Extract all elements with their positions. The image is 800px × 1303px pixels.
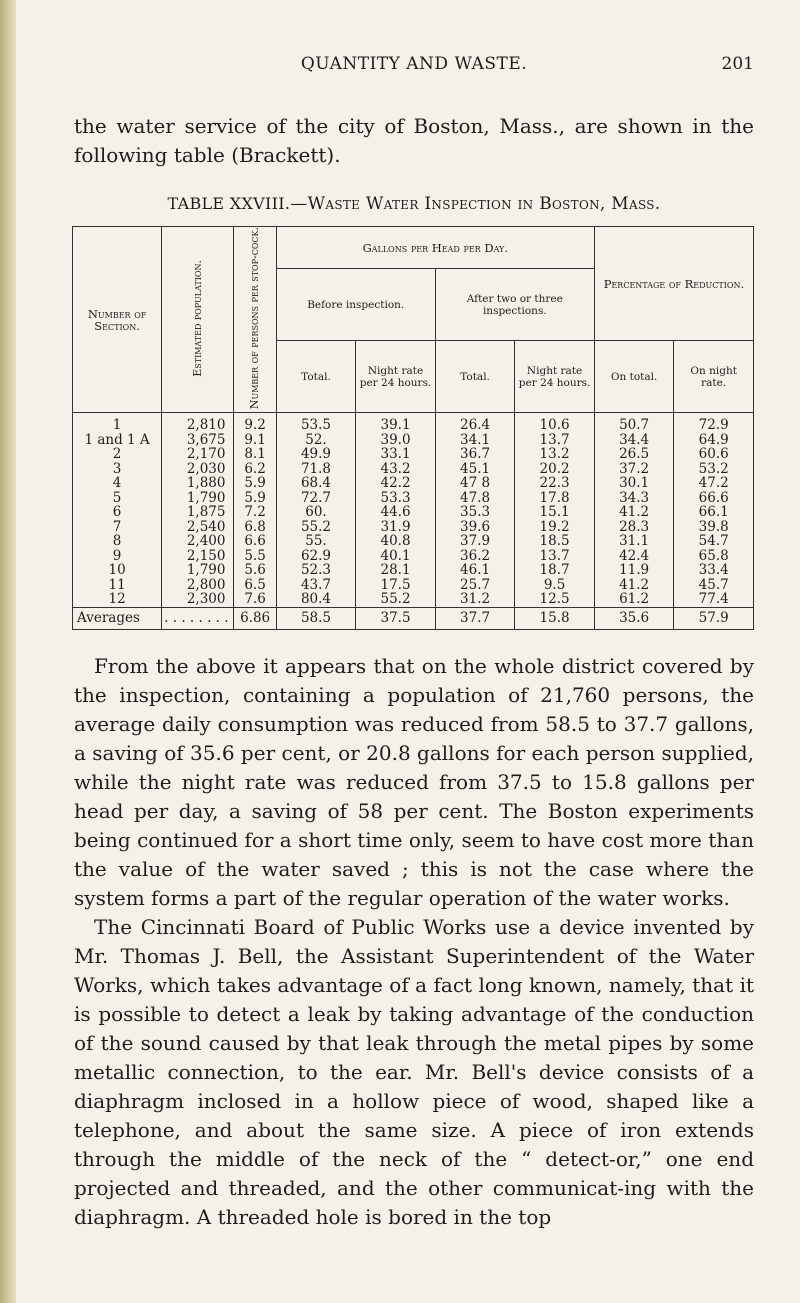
table-cell: 6.8 [234, 520, 276, 535]
table-cell: 13.2 [515, 447, 595, 462]
section-cell: 10 [73, 563, 162, 578]
table-cell: 42.4 [594, 549, 674, 564]
population-cell: 1,880 [162, 476, 234, 491]
table-cell: 35.6 [594, 607, 674, 630]
table-cell: 28.1 [356, 563, 436, 578]
table-cell: 72.7 [276, 491, 356, 506]
table-cell: 9.5 [515, 578, 595, 593]
table-cell: 15.1 [515, 505, 595, 520]
table-cell: 44.6 [356, 505, 436, 520]
table-row [73, 476, 754, 491]
table-cell: 34.1 [435, 433, 515, 448]
table-cell: 12.5 [515, 592, 595, 607]
table-cell: 19.2 [515, 520, 595, 535]
table-row [73, 447, 754, 462]
table-caption [74, 194, 754, 214]
table-cell: 47.2 [674, 476, 754, 491]
section-cell: 12 [73, 592, 162, 607]
table-cell: 17.8 [515, 491, 595, 506]
table-cell: 55.2 [276, 520, 356, 535]
table-row [73, 549, 754, 564]
table-cell: 53.5 [276, 413, 356, 433]
header-before-inspection: Before inspection. [276, 269, 435, 341]
section-cell: 2 [73, 447, 162, 462]
table-cell: 46.1 [435, 563, 515, 578]
section-cell: 1 and 1 A [73, 433, 162, 448]
book-spine-edge [0, 0, 16, 1303]
table-cell: 6.5 [234, 578, 276, 593]
body-paragraph-2: The Cincinnati Board of Public Works use a device invented by Mr. Thomas J. Bell, the Assistant Superintendent of the Water Works, which takes advantage of a fact long known, namely, that it is possible to detect a leak by taking advantage of the conduction of the sound caused by that leak through the metal pipes by some metallic connection, to the ear. Mr. Bell's device consists of a diaphragm inclosed in a hollow piece of wood, shaped like a telephone, and about the same size. A piece of iron extends through the middle of the neck of the “ detect-or,” one end projected and threaded, and the other communicat-ing with the diaphragm. A threaded hole is bored in the top [74, 915, 754, 1230]
table-row [73, 462, 754, 477]
table-cell: 8.1 [234, 447, 276, 462]
population-cell: 2,170 [162, 447, 234, 462]
table-cell: 43.7 [276, 578, 356, 593]
table-cell: 31.2 [435, 592, 515, 607]
table-cell: 11.9 [594, 563, 674, 578]
table-row [73, 520, 754, 535]
header-before-night: Night rate per 24 hours. [356, 341, 436, 413]
header-persons-per-stopcock: Number of persons per stop-cock. [234, 227, 276, 413]
table-cell: 7.2 [234, 505, 276, 520]
table-row [73, 433, 754, 448]
table-cell: 58.5 [276, 607, 356, 630]
page-number: 201 [721, 54, 754, 74]
population-cell: 1,875 [162, 505, 234, 520]
header-percentage-reduction: Percentage of Reduction. [594, 227, 753, 341]
table-row [73, 592, 754, 607]
table-cell: 64.9 [674, 433, 754, 448]
table-cell: 53.2 [674, 462, 754, 477]
table-cell: 36.2 [435, 549, 515, 564]
table-cell: 62.9 [276, 549, 356, 564]
table-cell: 77.4 [674, 592, 754, 607]
header-population: Estimated population. [162, 227, 234, 413]
section-cell: 9 [73, 549, 162, 564]
section-cell: 11 [73, 578, 162, 593]
population-cell: 2,030 [162, 462, 234, 477]
table-cell: 37.2 [594, 462, 674, 477]
table-cell: 25.7 [435, 578, 515, 593]
population-cell: 3,675 [162, 433, 234, 448]
table-cell: 50.7 [594, 413, 674, 433]
table-cell: 45.7 [674, 578, 754, 593]
averages-row [73, 607, 754, 630]
header-after-total: Total. [435, 341, 515, 413]
table-cell: 26.4 [435, 413, 515, 433]
table-cell: 26.5 [594, 447, 674, 462]
table-cell: 39.1 [356, 413, 436, 433]
table-cell: 18.5 [515, 534, 595, 549]
section-cell: 5 [73, 491, 162, 506]
table-cell: 31.1 [594, 534, 674, 549]
table-row [73, 491, 754, 506]
table-cell: 5.5 [234, 549, 276, 564]
table-cell: 9.2 [234, 413, 276, 433]
population-cell: 2,300 [162, 592, 234, 607]
header-gallons-per-head: Gallons per Head per Day. [276, 227, 594, 269]
table-cell: 17.5 [356, 578, 436, 593]
table-cell: 22.3 [515, 476, 595, 491]
table-cell: 36.7 [435, 447, 515, 462]
table-cell: 5.9 [234, 491, 276, 506]
averages-leader: . . . . . . . . [162, 607, 234, 630]
table-cell: 55.2 [356, 592, 436, 607]
table-cell: 45.1 [435, 462, 515, 477]
table-cell: 49.9 [276, 447, 356, 462]
table-cell: 37.5 [356, 607, 436, 630]
table-cell: 72.9 [674, 413, 754, 433]
table-cell: 6.86 [234, 607, 276, 630]
population-cell: 1,790 [162, 491, 234, 506]
table-cell: 30.1 [594, 476, 674, 491]
table-cell: 60.6 [674, 447, 754, 462]
table-cell: 66.6 [674, 491, 754, 506]
section-cell: 1 [73, 413, 162, 433]
section-cell: 8 [73, 534, 162, 549]
table-cell: 5.9 [234, 476, 276, 491]
table-cell: 18.7 [515, 563, 595, 578]
table-cell: 33.4 [674, 563, 754, 578]
table-cell: 39.6 [435, 520, 515, 535]
table-row [73, 534, 754, 549]
table-cell: 39.0 [356, 433, 436, 448]
table-cell: 6.2 [234, 462, 276, 477]
table-cell: 68.4 [276, 476, 356, 491]
header-before-total: Total. [276, 341, 356, 413]
table-cell: 7.6 [234, 592, 276, 607]
population-cell: 2,150 [162, 549, 234, 564]
table-cell: 5.6 [234, 563, 276, 578]
table-cell: 65.8 [674, 549, 754, 564]
table-row [73, 563, 754, 578]
header-on-night: On night rate. [674, 341, 754, 413]
table-cell: 66.1 [674, 505, 754, 520]
table-cell: 60. [276, 505, 356, 520]
table-cell: 57.9 [674, 607, 754, 630]
table-cell: 15.8 [515, 607, 595, 630]
table-cell: 52. [276, 433, 356, 448]
table-cell: 40.8 [356, 534, 436, 549]
header-after-night: Night rate per 24 hours. [515, 341, 595, 413]
table-cell: 13.7 [515, 549, 595, 564]
body-text [74, 652, 754, 1232]
table-cell: 28.3 [594, 520, 674, 535]
intro-paragraph: the water service of the city of Boston, Mass., are shown in the following table (Brackett). [74, 114, 754, 167]
running-head-title: QUANTITY AND WASTE. [300, 54, 528, 74]
section-cell: 3 [73, 462, 162, 477]
table-cell: 41.2 [594, 505, 674, 520]
table-cell: 34.3 [594, 491, 674, 506]
table-cell: 37.9 [435, 534, 515, 549]
table-cell: 80.4 [276, 592, 356, 607]
population-cell: 2,540 [162, 520, 234, 535]
table-cell: 61.2 [594, 592, 674, 607]
table-cell: 37.7 [435, 607, 515, 630]
table-cell: 39.8 [674, 520, 754, 535]
table-cell: 52.3 [276, 563, 356, 578]
section-cell: 7 [73, 520, 162, 535]
table-label: TABLE XXVIII. [167, 194, 291, 213]
section-cell: 6 [73, 505, 162, 520]
table-cell: 55. [276, 534, 356, 549]
table-cell: 54.7 [674, 534, 754, 549]
averages-label: Averages [73, 607, 162, 630]
table-cell: 31.9 [356, 520, 436, 535]
table-cell: 71.8 [276, 462, 356, 477]
section-cell: 4 [73, 476, 162, 491]
table-cell: 9.1 [234, 433, 276, 448]
table-cell: 6.6 [234, 534, 276, 549]
table-row [73, 505, 754, 520]
table-title: —Waste Water Inspection in Boston, Mass. [290, 194, 661, 214]
table-cell: 53.3 [356, 491, 436, 506]
body-paragraph-1: From the above it appears that on the whole district covered by the inspection, containing a population of 21,760 persons, the average daily consumption was reduced from 58.5 to 37.7 gallons, a saving of 35.6 per cent, or 20.8 gallons for each person supplied, while the night rate was reduced from 37.5 to 15.8 gallons per head per day, a saving of 58 per cent. The Boston experiments being continued for a short time only, seem to have cost more than the value of the water saved ; this is not the case where the system forms a part of the regular operation of the water works. [74, 654, 754, 911]
table-cell: 42.2 [356, 476, 436, 491]
book-page [74, 0, 754, 1232]
table-cell: 35.3 [435, 505, 515, 520]
table-cell: 47.8 [435, 491, 515, 506]
table-row [73, 578, 754, 593]
table-cell: 40.1 [356, 549, 436, 564]
running-head [74, 54, 754, 94]
population-cell: 2,800 [162, 578, 234, 593]
table-cell: 13.7 [515, 433, 595, 448]
table-cell: 33.1 [356, 447, 436, 462]
waste-water-table [72, 226, 754, 630]
header-after-inspections: After two or three inspections. [435, 269, 594, 341]
table-cell: 41.2 [594, 578, 674, 593]
table-cell: 34.4 [594, 433, 674, 448]
population-cell: 2,810 [162, 413, 234, 433]
table-cell: 47 8 [435, 476, 515, 491]
table-body [73, 413, 754, 630]
table-row [73, 413, 754, 433]
table-cell: 20.2 [515, 462, 595, 477]
header-section: Number of Section. [73, 227, 162, 413]
table-cell: 43.2 [356, 462, 436, 477]
table-cell: 10.6 [515, 413, 595, 433]
population-cell: 1,790 [162, 563, 234, 578]
population-cell: 2,400 [162, 534, 234, 549]
header-on-total: On total. [594, 341, 674, 413]
